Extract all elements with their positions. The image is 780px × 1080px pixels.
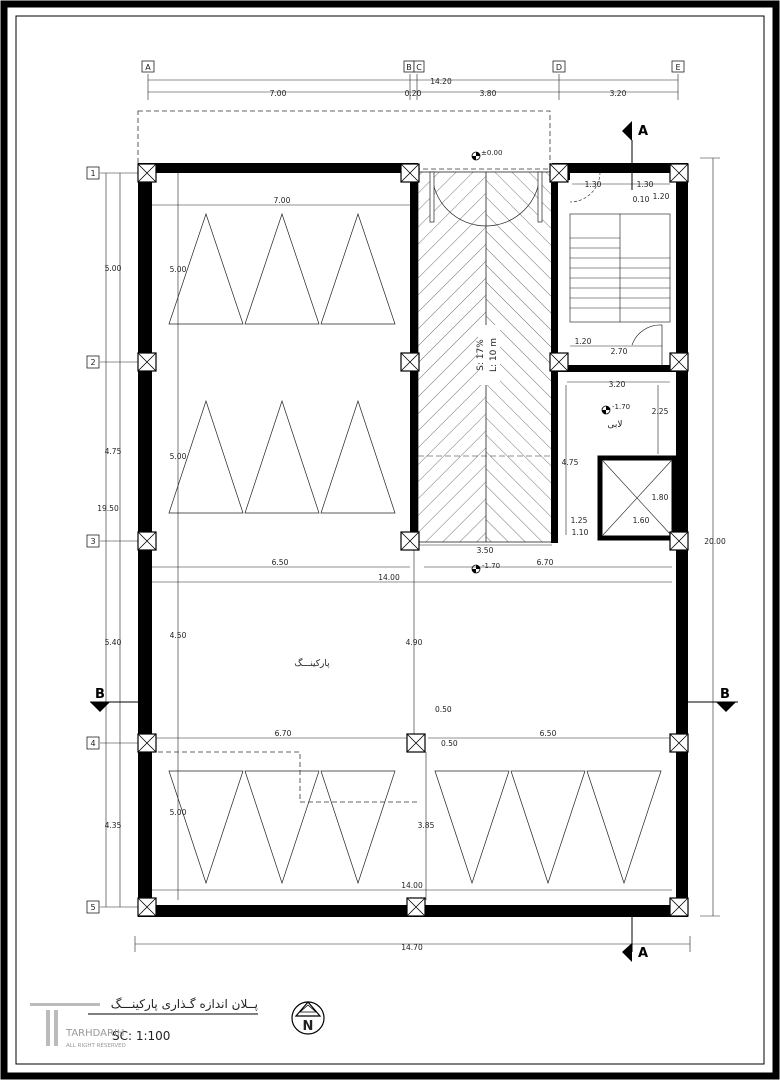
dim-bottom-total: 14.70 [401,943,423,952]
dim-top-bc: 0.20 [404,89,422,98]
dim-col-offset-1: 0.50 [435,705,452,714]
dim-lower-depth: 3.85 [417,821,435,830]
dim-mid-left: 6.50 [271,558,289,567]
dim-aisle-left: 4.50 [169,631,187,640]
entrance-level: ±0.00 [481,149,503,157]
column-a4 [138,734,156,752]
stall-7 [169,771,243,883]
axis-2-label: 2 [90,358,96,367]
axis-b-label: B [406,63,412,72]
dim-top-ab: 7.00 [269,89,287,98]
dim-stall-depth-1: 5.00 [169,265,187,274]
dim-left-45: 4.35 [104,821,122,830]
dim-stair-120a: 1.20 [574,337,592,346]
dim-top-total: 14.20 [430,77,452,86]
stall-2 [245,214,319,324]
right-dimension [700,158,726,916]
dim-lower-left: 6.70 [274,729,292,738]
column-a1 [138,164,156,182]
dim-stair-120b: 1.20 [652,192,670,201]
dim-left-23: 4.75 [104,447,122,456]
column-b2 [401,353,419,371]
axis-d-label: D [555,63,563,72]
stall-11 [511,771,585,883]
drawing-title: پــلان اندازه گـذاری پارکینـــگ [110,997,258,1011]
column-b5 [407,898,425,916]
section-b-left-label: B [95,687,105,702]
column-e5 [670,898,688,916]
stall-5 [245,401,319,513]
dim-left-12: 5.00 [104,264,122,273]
dim-top-de: 3.20 [609,89,627,98]
ramp-slope: S: 17% [476,339,486,371]
dim-mid-right: 6.70 [536,558,554,567]
parking-stalls-bottom [169,771,661,883]
section-b-right-label: B [720,687,730,702]
column-d1 [550,164,568,182]
stall-6 [321,401,395,513]
dim-right-total: 20.00 [704,537,726,546]
column-a3 [138,532,156,550]
axis-a-label: A [145,63,151,72]
dim-lower-right: 6.50 [539,729,557,738]
parking-label: پارکینـــگ [294,659,330,669]
bottom-dimension [135,936,690,952]
dim-elev-160: 1.60 [632,516,650,525]
dim-stair-130a: 1.30 [584,180,602,189]
left-dimensions [87,167,145,913]
ramp-length: L: 10 m [489,338,499,372]
stall-12 [587,771,661,883]
dim-stall-depth-2: 5.00 [169,452,187,461]
dim-mid-total: 14.00 [378,573,400,582]
entrance-level-marker [472,149,502,160]
section-a-bottom-label: A [638,946,649,961]
dim-left-34: 5.40 [104,638,122,647]
dim-stair-010: 0.10 [632,195,650,204]
dim-lobby-475: 4.75 [561,458,579,467]
dim-elev-180: 1.80 [651,493,669,502]
column-e4 [670,734,688,752]
stall-10 [435,771,509,883]
column-a2 [138,353,156,371]
dim-stall-depth-3: 5.00 [169,808,187,817]
lobby-label: لابی [607,420,623,430]
column-b4 [407,734,425,752]
top-dimensions [142,61,684,100]
dim-stair-270: 2.70 [610,347,628,356]
column-b1 [401,164,419,182]
ramp [418,172,552,555]
axis-5-label: 5 [90,903,96,912]
dim-elev-110: 1.10 [571,528,589,537]
axis-3-label: 3 [90,537,96,546]
stall-8 [245,771,319,883]
dim-stair-130b: 1.30 [636,180,654,189]
section-mark-a-bottom [622,910,648,962]
axis-4-label: 4 [90,739,96,748]
parking-stalls-top [169,214,395,513]
dim-bottom-inner-total: 14.00 [401,881,423,890]
logo-text: TARHDARIH [66,1028,125,1039]
dim-parking-top-width: 7.00 [273,196,291,205]
column-a5 [138,898,156,916]
column-e1 [670,164,688,182]
section-a-top-label: A [638,124,649,139]
stall-3 [321,214,395,324]
axis-1-label: 1 [90,169,96,178]
lobby-level: -1.70 [612,403,631,411]
dim-top-cd: 3.80 [479,89,497,98]
elevator-shaft [571,458,674,538]
section-mark-b-right [680,687,738,712]
dim-elev-125: 1.25 [570,516,588,525]
title-block [30,997,324,1049]
column-d2 [550,353,568,371]
parking-level: -1.70 [482,562,501,570]
dim-aisle-mid: 4.90 [405,638,423,647]
column-e3 [670,532,688,550]
stall-9 [321,771,395,883]
dim-left-total: 19.50 [97,504,119,513]
section-mark-b-left [90,687,142,712]
axis-c-label: C [416,63,422,72]
canopy-outline [138,111,550,169]
north-label: N [302,1019,314,1034]
drawing-scale: SC: 1:100 [112,1029,171,1043]
dim-lobby-225: 2.25 [651,407,669,416]
logo-subtext: ALL RIGHT RESERVED [66,1043,126,1049]
dashed-outline-lower [150,752,420,802]
axis-e-label: E [675,63,681,72]
dim-col-offset-2: 0.50 [441,739,458,748]
staircase [570,172,670,365]
dim-lobby-320: 3.20 [608,380,626,389]
north-arrow-icon [292,1002,324,1034]
column-e2 [670,353,688,371]
column-b3 [401,532,419,550]
dim-ramp-width: 3.50 [476,546,494,555]
